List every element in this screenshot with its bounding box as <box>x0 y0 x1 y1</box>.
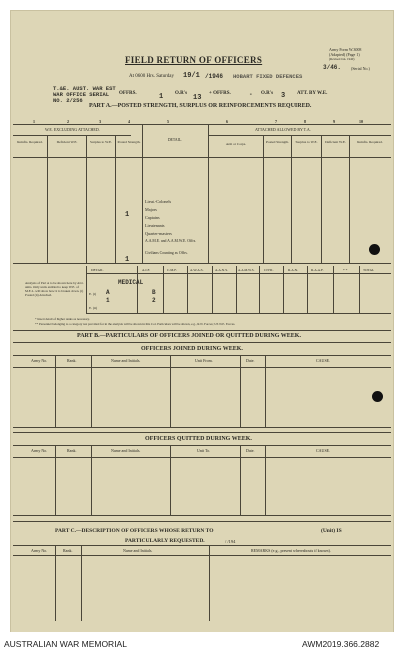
analysis-hdr: TOTAL <box>363 268 375 272</box>
footer <box>0 632 402 653</box>
serial-no-label: (Serial No.) <box>351 66 370 71</box>
rank-label: Civilians Counting as Offrs. <box>145 251 188 255</box>
analysis-hdr: R.A.A.F. <box>311 268 324 272</box>
col-num: 4 <box>128 119 130 124</box>
serial-no-value: 3/46. <box>323 64 342 71</box>
analysis-hdr: A.W.A.S. <box>190 268 204 272</box>
unit-stamp: HOBART FIXED DEFENCES <box>233 73 303 80</box>
hdr-deficient-2: Deficient W.E. <box>325 140 346 144</box>
rank-label: Quarter-masters <box>145 231 172 236</box>
analysis-hdr: R.A.N. <box>288 268 299 272</box>
joined-hdr: Army No. <box>31 358 48 363</box>
analysis-hdr: * * <box>343 268 348 272</box>
plus-offrs-label: + OFFRS. <box>209 91 231 96</box>
col-num: 6 <box>226 119 228 124</box>
quitted-hdr: CAUSE. <box>316 448 331 453</box>
hdr-reinfts-2: Reinfts. Required. <box>357 140 383 144</box>
col-num: 8 <box>304 119 306 124</box>
quitted-hdr: Rank. <box>67 448 77 453</box>
form-number: Army Form W.3008 <box>329 47 362 52</box>
part-b-title: PART B.—PARTICULARS OF OFFICERS JOINED OR QUITTED DURING WEEK. <box>77 333 301 339</box>
analysis-note: Analysis of Part A to be shown here by ALL units. Only units entitled to keep W.E. of M.E.L. will show how it is broken down. (i) Posted (ii) Attached. <box>25 281 84 297</box>
punch-hole <box>369 244 380 255</box>
att-label: ATT. BY W.E. <box>297 91 328 96</box>
rank-label: Lieutenants <box>145 223 165 228</box>
hdr-reinfts: Reinfts. Required. <box>17 140 43 144</box>
row-label-attached: E. (ii) <box>89 306 98 310</box>
joined-hdr: Rank. <box>67 358 77 363</box>
posted-strength-total: 1 <box>125 256 130 264</box>
joined-title: OFFICERS JOINED DURING WEEK. <box>141 346 243 352</box>
analysis-hdr: A.A.N.S. <box>215 268 229 272</box>
hdr-surplus-2: Surplus to W.E. <box>295 140 318 144</box>
analysis-hdr: CIVIL <box>264 268 274 272</box>
analysis-hdr: A.I.F. <box>142 268 150 272</box>
hdr-detail: DETAIL. <box>167 138 183 142</box>
footnote-1: * Insert detail of higher ranks as necessary. <box>35 317 90 321</box>
aif-value: A <box>106 289 110 296</box>
col-num: 1 <box>33 119 35 124</box>
part-a-title: PART A.—POSTED STRENGTH, SURPLUS OR REINFORCEMENTS REQUIRED. <box>89 103 312 109</box>
hdr-surplus: Surplus to W.E. <box>90 140 112 144</box>
part-c-date: / /194 <box>225 539 236 544</box>
unit-line-1: T.&E. AUST. WAR EST <box>53 85 116 92</box>
at-hours-label: At 0600 Hrs. Saturday <box>129 74 174 79</box>
form-sheet <box>10 10 394 634</box>
cmf-value: 2 <box>152 297 156 304</box>
quitted-title: OFFICERS QUITTED DURING WEEK. <box>145 436 252 442</box>
unit-line-2: WAR OFFICE SERIAL <box>53 91 110 98</box>
joined-hdr: Unit From. <box>195 358 213 363</box>
cmf-value: B <box>152 289 156 296</box>
col-num: 7 <box>275 119 277 124</box>
part-c-title: PART C.—DESCRIPTION OF OFFICERS WHOSE RETURN TO <box>55 528 214 534</box>
col-num: 5 <box>167 119 169 124</box>
quitted-hdr: Unit To. <box>197 448 211 453</box>
year-value: /1946 <box>205 73 224 80</box>
page-title: FIELD RETURN OF OFFICERS <box>125 55 263 65</box>
joined-hdr: CAUSE. <box>316 358 331 363</box>
row-label-posted: E. (i) <box>89 292 97 296</box>
part-c-hdr: Name and Initials. <box>123 548 153 553</box>
col-num: 3 <box>99 119 101 124</box>
joined-hdr: Name and Initials. <box>111 358 141 363</box>
footer-credit: AUSTRALIAN WAR MEMORIAL <box>4 639 127 649</box>
rank-label: Lieut.-Colonels <box>145 199 172 204</box>
hdr-posted-2: Posted Strength. <box>266 140 289 144</box>
quitted-hdr: Name and Initials. <box>111 448 141 453</box>
col-num: 2 <box>67 119 69 124</box>
rank-label: Captains <box>145 215 160 220</box>
quitted-hdr: Date. <box>246 448 255 453</box>
analysis-hdr: A.A.M.W.S. <box>238 268 255 272</box>
form-adapted: (Adapted) (Page 1) <box>329 52 360 57</box>
part-c-hdr: Army No. <box>31 548 48 553</box>
rank-label: A.A.M.E. and A.A.M.W.E. Offrs. <box>145 239 197 243</box>
col-num: 10 <box>359 119 363 124</box>
attached-label: ATTACHED ALLOWED BY T.A. <box>255 127 311 132</box>
quitted-hdr: Army No. <box>31 448 48 453</box>
ors2-value: 3 <box>281 92 286 100</box>
col-num: 9 <box>333 119 335 124</box>
part-c-hdr: Rank. <box>63 548 73 553</box>
ors2-label: O.R's <box>261 91 274 96</box>
part-c-requested: PARTICULARLY REQUESTED. <box>125 538 205 544</box>
footnote-2: ** Personnel belonging to a category not provided for in the analysis will be shown in this Col. Particulars will be shown, e.g., R.N. Forces; US N.E. Forces. <box>35 322 236 326</box>
offrs-value: 1 <box>159 93 164 101</box>
we-excluding-label: W.E. EXCLUDING ATTACHED. <box>45 127 100 132</box>
plus-offrs-value: - <box>249 91 253 98</box>
hdr-deficient: Deficient W.E. <box>56 140 78 144</box>
analysis-hdr: DETAIL <box>91 268 104 272</box>
hdr-posted: Posted Strength. <box>117 140 141 144</box>
aif-value: 1 <box>106 297 110 304</box>
form-revised: (Revised Jan. 1940) <box>329 57 355 61</box>
part-c-unit-is: (Unit) IS <box>321 528 342 534</box>
part-c-hdr: REMARKS (e.g., present whereabouts if known). <box>251 548 331 553</box>
posted-strength-value: 1 <box>125 211 130 219</box>
punch-hole <box>372 391 383 402</box>
medical-value: MEDICAL <box>118 279 144 286</box>
joined-hdr: Date. <box>246 358 255 363</box>
hdr-arm-corps: Arm or Corps. <box>225 142 247 146</box>
analysis-hdr: C.M.F. <box>167 268 177 272</box>
date-value: 19/1 <box>183 72 200 80</box>
ors-label: O.R's <box>175 91 188 96</box>
unit-line-3: NO. 2/256 <box>53 97 83 104</box>
offrs-label: OFFRS. <box>119 91 137 96</box>
ors-value: 13 <box>193 94 202 102</box>
footer-accession: AWM2019.366.2882 <box>302 639 380 649</box>
rank-label: Majors <box>145 207 157 212</box>
